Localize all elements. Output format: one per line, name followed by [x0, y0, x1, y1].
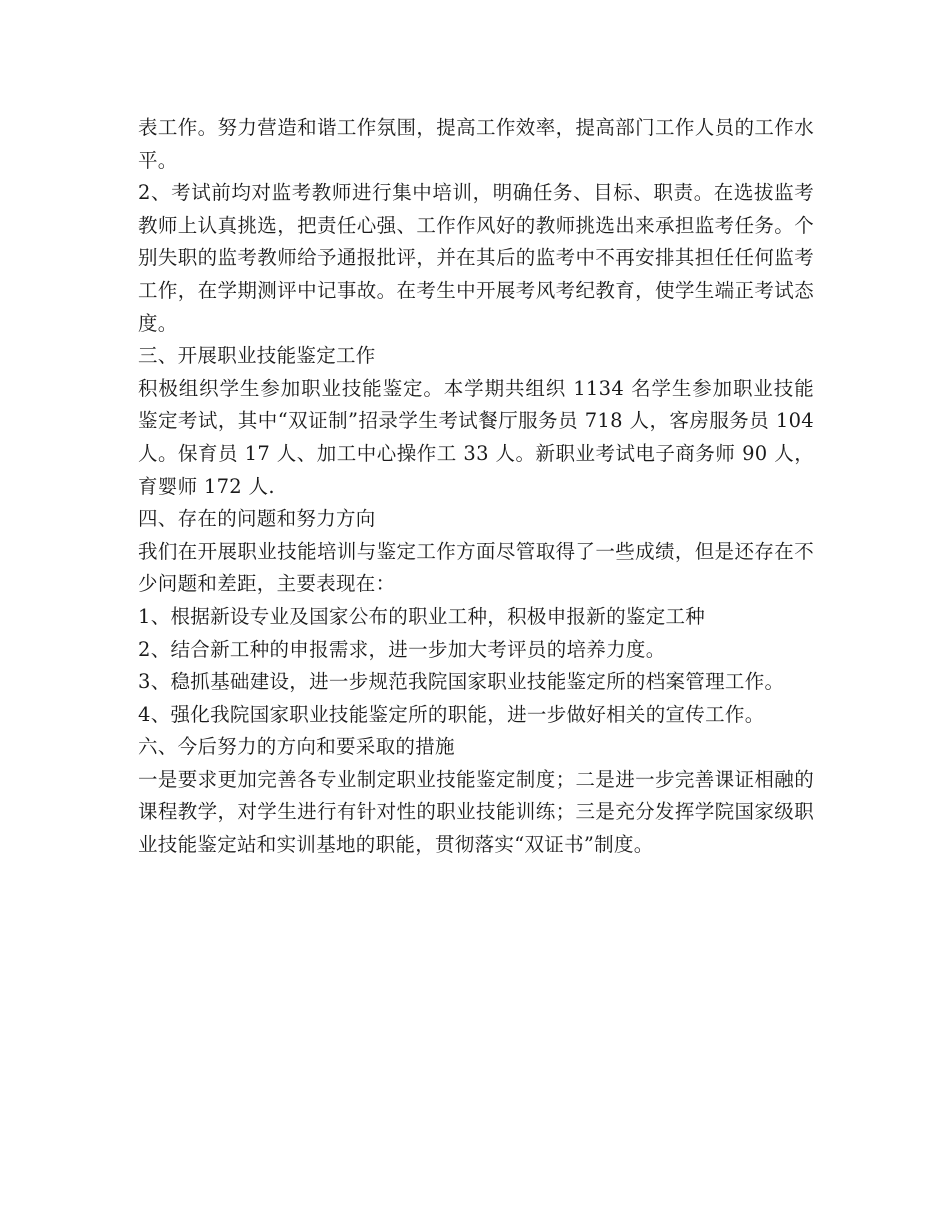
- document-body: [138, 112, 814, 862]
- paragraph-skill-appraisal: 积极组织学生参加职业技能鉴定。本学期共组织 1134 名学生参加职业技能鉴定考试，其中“双证制”招录学生考试餐厅服务员 718 人，客房服务员 104 人。保育员 17 人、加工中心操作工 33 人。新职业考试电子商务师 90 人，育婴师 172 人.: [138, 376, 814, 498]
- list-item-2: 2、结合新工种的申报需求，进一步加大考评员的培养力度。: [138, 637, 666, 661]
- paragraph-item-2-invigilator-training: 2、考试前均对监考教师进行集中培训，明确任务、目标、职责。在选拔监考教师上认真挑选，把责任心强、工作作风好的教师挑选出来承担监考任务。个别失职的监考教师给予通报批评，并在其后的监考中不再安排其担任任何监考工作，在学期测评中记事故。在考生中开展考风考纪教育，使学生端正考试态度。: [138, 181, 814, 335]
- section-heading-6: 六、今后努力的方向和要采取的措施: [138, 735, 455, 759]
- paragraph-continuation: 表工作。努力营造和谐工作氛围，提高工作效率，提高部门工作人员的工作水平。: [138, 116, 814, 172]
- section-heading-4: 四、存在的问题和努力方向: [138, 507, 376, 531]
- list-item-4: 4、强化我院国家职业技能鉴定所的职能，进一步做好相关的宣传工作。: [138, 702, 765, 726]
- paragraph-problems-intro: 我们在开展职业技能培训与鉴定工作方面尽管取得了一些成绩，但是还存在不少问题和差距，主要表现在：: [138, 539, 814, 596]
- section-heading-3: 三、开展职业技能鉴定工作: [138, 344, 376, 368]
- paragraph-measures: 一是要求更加完善各专业制定职业技能鉴定制度；二是进一步完善课证相融的课程教学，对学生进行有针对性的职业技能训练；三是充分发挥学院国家级职业技能鉴定站和实训基地的职能，贯彻落实“双证书”制度。: [138, 767, 814, 857]
- list-item-1: 1、根据新设专业及国家公布的职业工种，积极申报新的鉴定工种: [138, 604, 706, 628]
- list-item-3: 3、稳抓基础建设，进一步规范我院国家职业技能鉴定所的档案管理工作。: [138, 670, 785, 694]
